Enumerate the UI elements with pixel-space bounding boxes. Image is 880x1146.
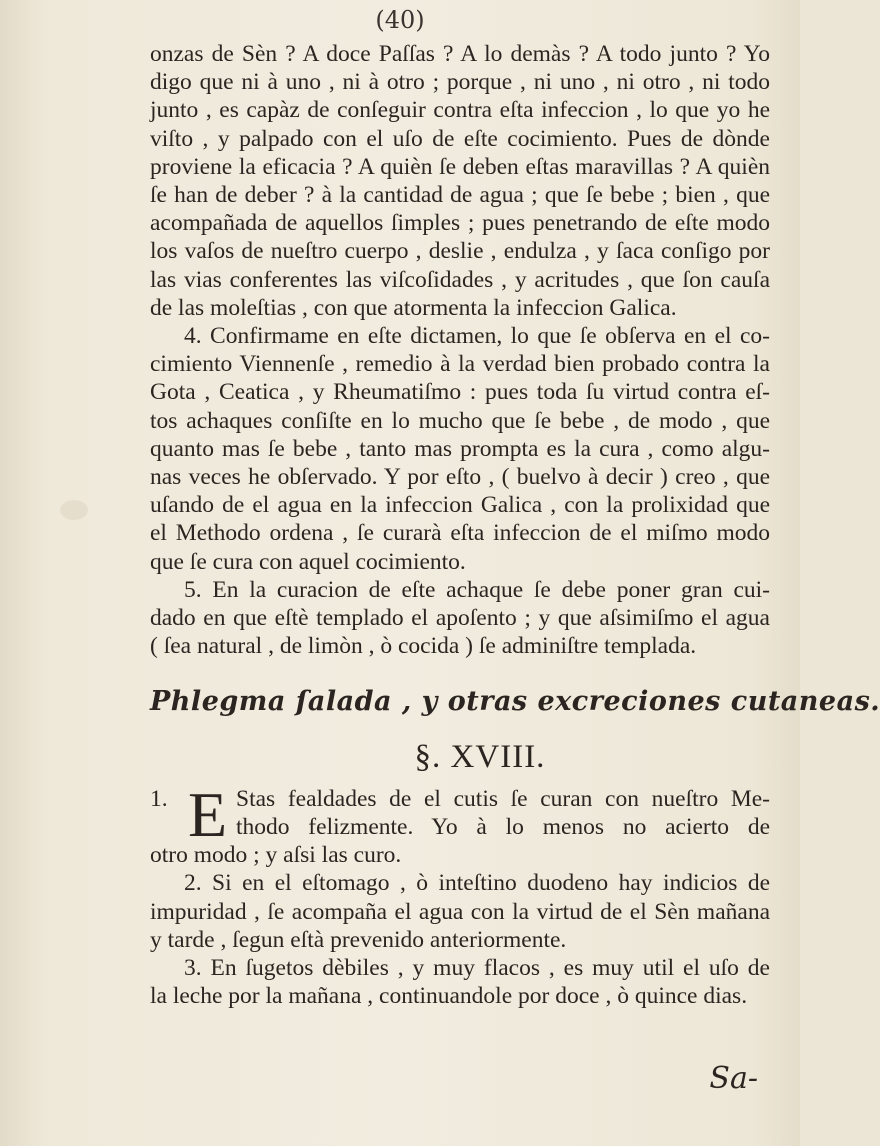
paragraph-5 [150, 576, 770, 661]
text-line: proviene la eficacia ? A quièn ſe deben eſtas maravillas ? A quièn [150, 153, 770, 180]
text-line: viſto , y palpado con el uſo de eſte cocimiento. Pues de dònde [150, 125, 770, 152]
text-line: cimiento Viennenſe , remedio à la verdad bien probado contra la [150, 351, 770, 378]
text-line: y tarde , ſegun eſtà prevenido anteriormente. [150, 926, 567, 953]
paragraph-s3 [150, 954, 770, 1010]
text-line: las vias conferentes las viſcoſidades , y acritudes , que ſon cauſa [150, 266, 770, 293]
text-line: 3. En ſugetos dèbiles , y muy flacos , es muy util el uſo de [184, 955, 770, 982]
paragraph-4 [150, 322, 770, 576]
main-text [150, 40, 880, 1011]
text-line: otro modo ; y aſsi las curo. [150, 842, 402, 869]
text-line: nas veces he obſervado. Y por eſto , ( buelvo à decir ) creo , que [150, 464, 770, 491]
text-line: acompañada de aquellos ſimples ; pues penetrando de eſte modo [150, 210, 770, 237]
text-line: junto , es capàz de conſeguir contra eſta infeccion , lo que yo he [150, 97, 770, 124]
text-line: 5. En la curacion de eſte achaque ſe debe poner gran cui- [184, 576, 770, 603]
text-line: la leche por la mañana , continuandole por doce , ò quince dias. [150, 983, 748, 1010]
text-line: quanto mas ſe bebe , tanto mas prompta es la cura , como algu- [150, 435, 770, 462]
paper-stain [60, 500, 88, 520]
text-line: digo que ni à uno , ni à otro ; porque , ni uno , ni otro , ni todo [150, 69, 770, 96]
text-line: que ſe cura con aquel cocimiento. [150, 548, 466, 575]
catchword: Sa- [709, 1061, 758, 1096]
text-line: ( ſea natural , de limòn , ò cocida ) ſe adminiſtre templada. [150, 633, 697, 660]
text-line: dado en que eſtè templado el apoſento ; y que aſsimiſmo el agua [150, 605, 770, 632]
text-line: impuridad , ſe acompaña el agua con la virtud de el Sèn mañana [150, 898, 770, 925]
text-line: ſe han de deber ? à la cantidad de agua ; que ſe bebe ; bien , que [150, 182, 770, 209]
paragraph-number: 1. [150, 785, 168, 812]
text-line: 2. Si en el eſtomago , ò inteſtino duodeno hay indicios de [184, 870, 770, 897]
paragraph-s2 [150, 869, 770, 954]
text-line: los vaſos de nueſtro cuerpo , deslie , endulza , y ſaca conſigo por [150, 238, 770, 265]
text-line: Gota , Ceatica , y Rheumatiſmo : pues toda ſu virtud contra eſ- [150, 379, 770, 406]
section-heading: Phlegma ſalada , y otras excreciones cutaneas. [150, 686, 880, 718]
paragraph-s1 [150, 778, 770, 870]
text-line: 4. Confirmame en eſte dictamen, lo que ſe obſerva en el co- [184, 323, 770, 350]
paragraph-continuation [150, 40, 770, 322]
drop-capital: E [188, 778, 228, 850]
text-line: Stas fealdades de el cutis ſe curan con nueſtro Me- [236, 785, 770, 812]
text-line: tos achaques conſiſte en lo mucho que ſe bebe , de modo , que [150, 407, 770, 434]
section-mark: §. XVIII. [414, 738, 546, 775]
text-line: thodo felizmente. Yo à lo menos no acierto de [236, 814, 770, 841]
page-number: (40) [375, 6, 425, 34]
text-line: onzas de Sèn ? A doce Paſſas ? A lo demàs ? A todo junto ? Yo [150, 41, 770, 67]
text-line: el Methodo ordena , ſe curarà eſta infeccion de el miſmo modo [150, 520, 770, 547]
text-line: de las moleſtias , con que atormenta la infeccion Galica. [150, 294, 677, 321]
text-line: uſando de el agua en la infeccion Galica , con la prolixidad que [150, 492, 770, 519]
